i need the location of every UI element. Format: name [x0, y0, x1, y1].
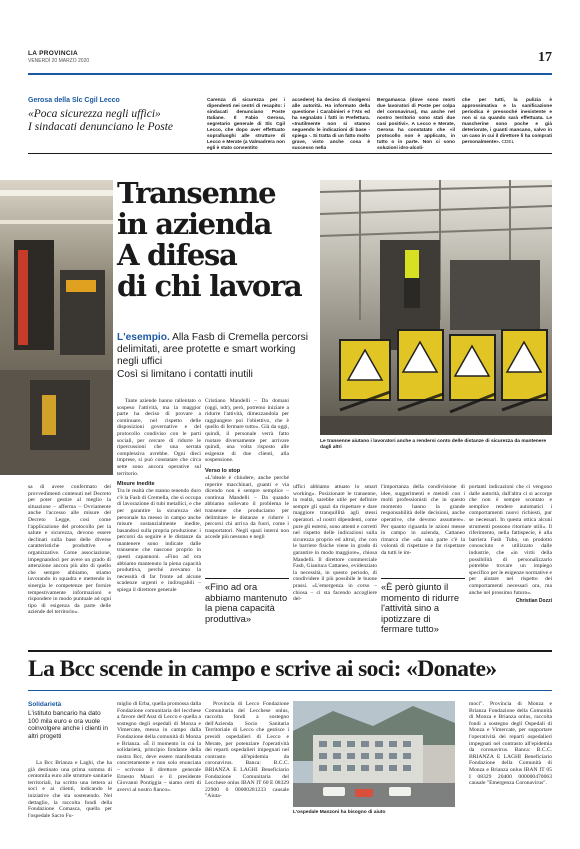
factory-photo-main — [320, 180, 552, 435]
main-headline-line4: di chi lavora — [117, 269, 302, 303]
main-photo-caption: Le transenne aiutano i lavoratori anche a rendersi conto delle distanze di sicurezza da mantenere dagli altri — [320, 439, 547, 450]
top-story-headline-line1: «Poca sicurezza negli uffici» — [28, 108, 161, 120]
masthead-rule — [28, 73, 552, 75]
top-story-col2: accedere) ha deciso di rivolgersi alle autorità. Ha informato della questione i Carabinieri e l'Ats ed ha segnalato i fatti in Prefettura. «Inutilmente non si stanno seguendo le indicazioni di base - spiega -. Si tratta di un fatto molto grave, visto anche cosa è successo nella — [292, 98, 370, 151]
main-col-b-top: Cristiano Mandelli – Da domani (oggi, ndr), però, potremo iniziare a ridurre l'attività, dimezzandola per raggiungere poi l'obiettivo, che è quello di fermare tutto». Già da oggi, quindi, il personale verrà fatto ruotare diversamente per arrivare quindi, una volta risposto alle esigenze di due clienti, alla sospensione. — [205, 398, 289, 464]
main-col-a — [117, 398, 201, 594]
top-story-col1: Carenza di sicurezza per i dipendenti nei centri di recapito: i sindacati denunciano Poste Italiane. Il Fabio Gerosa, segretario generale di Slc Cgil Lecco, che dopo aver effettuato sopralluoghi alle strutture di Lecco e Merate (a Valmadrera non egli è stato consentito — [207, 98, 285, 151]
main-headline-line2: in azienda — [117, 207, 272, 241]
newspaper-name: LA PROVINCIA — [28, 50, 78, 57]
main-col-b-bottom: «L'ideale è chiudere, anche perché reperire macchinari, guanti e via dicendo non è sempre semplice – continua Mandelli – Da quando abbiamo sollevato il problema le transenne che produciamo per delimitare le distanze e ridurre i percorsi chi arriva da fuori, come i trasportatori. Negli spazi interni non accede più nessuno e negli — [205, 474, 289, 541]
main-col-a-subhead: Misure inedite — [117, 481, 155, 488]
top-story-col4 — [462, 98, 552, 146]
bottom-story-under-rule — [28, 690, 552, 691]
hospital-photo — [293, 701, 455, 807]
masthead — [28, 50, 552, 72]
pull-quote-2: «È però giunto il momento di ridurre l'attività sino a ipotizzare di fermare tutto» — [381, 582, 460, 635]
main-subhead-last: Così si limitano i contatti inutili — [117, 368, 253, 380]
main-subhead — [117, 332, 317, 381]
top-story-headline-line2: I sindacati denunciano le Poste — [28, 121, 173, 133]
main-col-c: uffici abbiamo attuato lo smart working». Posizionare le transenne, in realtà, sarebbe utile per definire sempre gli spazi da rispettare e dare maggiore tranquillità agli stessi operatori. «I nostri dipendenti, come pure gli esterni, sono attenti e corretti nel rispetto delle indicazioni sulla sicurezza proprio ed altrui, che con le barriere fisiche viene in grado di garantire in modo maggiore», chiosa Mandelli. Il direttore commerciale Fasb, Gianluca Cattaneo, evidenziato la necessità, in questo periodo, di condividere il più possibile le buone prassi. «L'emergenza in corso – chiosa – ci sta facendo accogliere del- — [293, 484, 377, 603]
bottom-story-intro: L'istituto bancario ha dato 100 mila euro e ora vuole coinvolgere anche i clienti in altri progetti — [28, 710, 108, 740]
main-subhead-lead: L'esempio. — [117, 332, 170, 343]
bottom-story-col2: miglio di Erba, quella promossa dalla Fondazione comunitaria del lecchese a favore dell'Asst di Lecco e quella a sostegno degli ospedali di Monza e Vimercate, messa in campo dalla Fondazione della comunità di Monza e Brianza. «È il momento in cui la solidarietà, principio fondante della nostra Bcc, deve essere manifestata concretamente e non solo enunciata – scrivono il direttore generale Ernesto Mauri e il presidente Giovanni Pontiggia – siamo certi di avervi al nostro fianco». — [117, 701, 201, 793]
top-story-col4-signature: CDEL — [501, 140, 515, 145]
main-col-b-subhead: Verso lo stop — [205, 467, 241, 474]
hospital-photo-caption: L'ospedale Manzoni ha bisogno di aiuto — [293, 810, 386, 815]
quote2-top-rule — [381, 578, 465, 579]
bottom-story-kicker: Solidarietà — [28, 701, 62, 708]
main-headline-line1: Transenne — [117, 176, 276, 210]
main-col-a-top: Tante aziende hanno rallentato o sospeso l'attività, ma la maggior parte ha deciso di provare a continuare, nel rispetto delle disposizioni governative e del protocollo condiviso con le parti sociali, per cercare di ridurre le ripercussioni che una serrata complessiva avrebbe. Ogni dieci imprese, si può constatare che circa sette sono ancora operative sul territorio. — [117, 398, 201, 477]
bottom-story-col1: La Bcc Brianza e Laghi, che ha già destinato una prima somma di centomila euro alle strutture sanitarie territoriali, ha scritto una lettera ai soci e ai clienti, indicando le iniziative che sta sostenendo. Nel dettaglio, la raccolta fondi della Fondazione Comasca, quella per l'ospedale Sacro Fu- — [28, 760, 112, 819]
main-col-e — [469, 484, 552, 604]
main-col-b — [205, 398, 289, 541]
main-col-e-signature: Christian Dozzi — [515, 598, 552, 605]
main-headline-line3: A difesa — [117, 238, 237, 272]
page-number: 17 — [538, 50, 552, 65]
bottom-story-col3: Provincia di Lecco Fondazione Comunitaria del Lecchese onlus, raccolta fondi a sostegno dell'Azienda Socio Sanitaria Territoriale di Lecco che gestisce i presidi ospedalieri di Lecco e Merate, per potenziare l'operatività dei reparti ospedalieri impegnati nel contrasto all'epidemia da coronavirus. Banca: B.C.C. BRIANZA E LAGHI Beneficiario Fondazione Comunitaria del Lecchese onlus IBAN IT 60 E 08329 22900 0 00000281233 causale "Aiuta- — [205, 701, 289, 800]
issue-date: VENERDÌ 20 MARZO 2020 — [28, 58, 90, 64]
bottom-story-headline: La Bcc scende in campo e scrive ai soci: «Donate» — [28, 656, 497, 682]
top-story-col3: Bergamasca (dove sono morti due lavoratori di Poste per colpa del coronavirus), ma anche nel nostro territorio sono stati due casi positivi». A Lecco e Merate, Gerosa ha constatato che «il protocollo non è applicato, in tutto o in parte. Non ci sono soluzioni idro-alcoli- — [377, 98, 455, 151]
main-left-column: sa di avere confermato dei provvedimenti contenuti nel Decreto per poter gestire al meglio la situazione – afferma – Ovviamente anche l'accesso alle misure del Decreto Legge, così come l'applicazione del protocollo per la salute e sicurezza, devono essere declinati sulla base delle diverse caratteristiche produttive e organizzative. Come associazione, impegnandoci per avere un grado di attenzione ancora più alto di quello che sempre abbiamo, stiamo lavorando in squadra e mettendo in sinergia le competenze per fornire tempestivamente informazioni e rispondere in modo puntuale ad ogni tipo di esigenza da parte delle aziende del territorio». — [28, 484, 111, 616]
main-col-e-text: portanti indicazioni che ci vengono dalle autorità, dall'altra ci si accorge che non è sempre scontato e semplice rendere automatici i comportamenti nuovi richiesti, pur se necessari. In questa ottica alcuni strumenti possono ritornare utili». Il riferimento, nella fattispecie, è alla barriera Fasb Tubo, un prodotto conosciuto e utilizzato dalle industrie, che «in virtù della possibilità di personalizzarlo potrebbe trovare un impiego specifico per le esigenze normative e per aiutare nel rispetto dei comportamenti necessari ora, ma anche nel prossimo futuro». — [469, 484, 552, 596]
top-story-col4-text: che per tutti, la pulizia è approssimativa e la sanificazione periodica è pressoché inesistente e non si sa quando sarà effettuata. Le mascherine sono poche e già deteriorate, i guanti mancano, salvo in un caso in cui il direttore li ha comprati personalmente». — [462, 98, 552, 145]
top-story-headline — [28, 108, 218, 134]
main-col-d: l'importanza della condivisione di idee, suggerimenti e metodi con i molti professionisti che in questo momento hanno la grande responsabilità delle decisioni, anche operative, che devono assumere». Per quanto riguarda le azioni messe in campo in azienda, Cattaneo rimarca che «da una parte c'è la volontà di rispettare e far rispettare da tutti le im- — [381, 484, 465, 556]
pull-quote-1: «Fino ad ora abbiamo mantenuto la piena capacità produttiva» — [205, 582, 288, 624]
main-headline — [117, 178, 317, 302]
top-story-kicker: Gerosa della Slc Cgil Lecco — [28, 97, 120, 104]
bottom-story-top-rule — [28, 650, 552, 652]
factory-photo-left — [0, 180, 113, 475]
main-col-a-bottom: Tra le realtà che stanno tenendo duro c'è la Fasb di Cremella, che si occupa di lavorazione di tubi metallici, e che per garantire la sicurezza del personale ha messo in campo anche misure sostanzialmente inedite, basandosi sulla propria produzione: i percorsi da seguire e le distanze da mantenere sono indicate dalle transenne che nascono proprio in questi capannoni. «Fino ad ora abbiamo mantenuto la piena capacità produttiva, perché avevamo la necessità di far fronte ad alcune scadenze urgenti e indirogabili – spiega il direttore generale — [117, 488, 201, 594]
bottom-story-col4: moci". Provincia di Monza e Brianza Fondazione della Comunità di Monza e Brianza onlus, raccolta fondi a sostegno degli Ospedali di Monza e Vimercate, per supportare l'operatività dei reparti ospedalieri impegnati nel contrasto all'epidemia da coronavirus. Banca: B.C.C. BRIANZA E LAGHI Beneficiario Fondazione della Comunità di Monza e Brianza onlus IBAN IT 05 I 08329 20400 000000470063 causale "Emergenza Coronavirus". — [469, 701, 552, 787]
top-story-divider — [28, 153, 552, 154]
main-subhead-text: Alla Fasb di Cremella percorsi delimitati, aree protette e smart working negli uffici — [117, 332, 308, 368]
quote1-top-rule — [205, 578, 289, 579]
